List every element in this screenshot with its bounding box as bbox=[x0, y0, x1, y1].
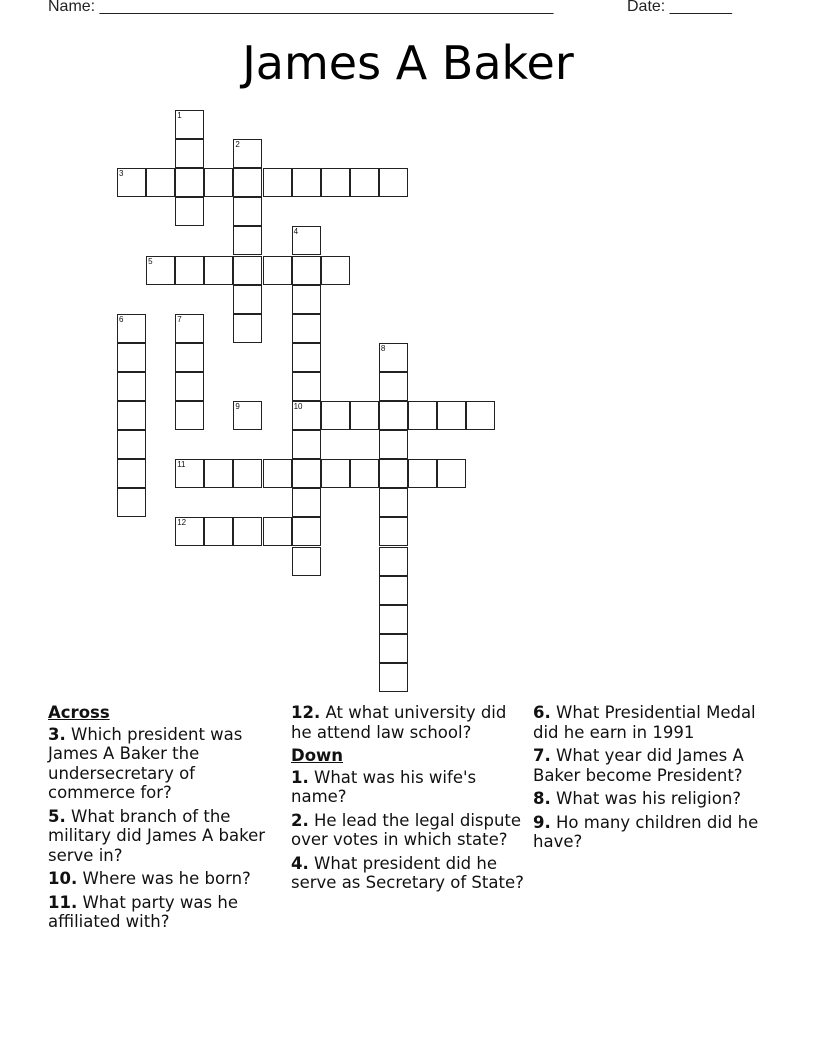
grid-cell[interactable] bbox=[233, 139, 262, 168]
grid-cell[interactable] bbox=[321, 168, 350, 197]
name-field-label: Name: ___________________________________________________ bbox=[48, 0, 554, 15]
grid-cell[interactable] bbox=[117, 372, 146, 401]
grid-cell[interactable] bbox=[408, 459, 437, 488]
clue-across-11: 11. What party was he affiliated with? bbox=[48, 892, 238, 931]
grid-cell[interactable] bbox=[379, 372, 408, 401]
clue-down-2: 2. He lead the legal dispute over votes in which state? bbox=[291, 810, 522, 849]
clue-number: 12 bbox=[177, 518, 187, 528]
across-heading: Across bbox=[48, 703, 110, 722]
grid-cell[interactable] bbox=[175, 401, 204, 430]
grid-cell[interactable] bbox=[204, 168, 233, 197]
grid-cell[interactable] bbox=[233, 517, 262, 546]
grid-cell[interactable] bbox=[175, 517, 204, 546]
page-title: James A Baker bbox=[242, 36, 574, 90]
grid-cell[interactable] bbox=[350, 168, 379, 197]
grid-cell[interactable] bbox=[117, 430, 146, 459]
clue-number: 5 bbox=[148, 256, 153, 266]
clue-column-3 bbox=[533, 703, 769, 856]
grid-cell[interactable] bbox=[292, 314, 321, 343]
grid-cell[interactable] bbox=[408, 401, 437, 430]
clue-down-4: 4. What president did he serve as Secretary of State? bbox=[291, 853, 524, 892]
grid-cell[interactable] bbox=[292, 343, 321, 372]
grid-cell[interactable] bbox=[379, 401, 408, 430]
grid-cell[interactable] bbox=[117, 488, 146, 517]
grid-cell[interactable] bbox=[233, 168, 262, 197]
grid-cell[interactable] bbox=[117, 168, 146, 197]
grid-cell[interactable] bbox=[379, 517, 408, 546]
grid-cell[interactable] bbox=[233, 197, 262, 226]
grid-cell[interactable] bbox=[146, 256, 175, 285]
grid-cell[interactable] bbox=[175, 256, 204, 285]
grid-cell[interactable] bbox=[263, 168, 292, 197]
grid-cell[interactable] bbox=[379, 663, 408, 692]
grid-cell[interactable] bbox=[379, 459, 408, 488]
clue-number: 2 bbox=[235, 140, 240, 150]
grid-cell[interactable] bbox=[175, 314, 204, 343]
clue-across-5: 5. What branch of the military did James A baker serve in? bbox=[48, 806, 266, 865]
clue-down-6: 6. What Presidential Medal did he earn in 1991 bbox=[533, 703, 756, 742]
grid-cell[interactable] bbox=[146, 168, 175, 197]
clue-down-9: 9. Ho many children did he have? bbox=[533, 812, 759, 851]
clue-number: 3 bbox=[119, 169, 124, 179]
clue-number: 9 bbox=[235, 402, 240, 411]
clue-across-12: 12. At what university did he attend law school? bbox=[291, 703, 507, 742]
grid-cell[interactable] bbox=[263, 459, 292, 488]
grid-cell[interactable] bbox=[117, 459, 146, 488]
grid-cell[interactable] bbox=[292, 226, 321, 255]
grid-cell[interactable] bbox=[175, 459, 204, 488]
grid-cell[interactable] bbox=[379, 488, 408, 517]
clue-number: 4 bbox=[293, 227, 299, 237]
grid-cell[interactable] bbox=[292, 547, 321, 576]
clue-number: 10 bbox=[293, 402, 303, 411]
grid-cell[interactable] bbox=[379, 168, 408, 197]
grid-cell[interactable] bbox=[204, 256, 233, 285]
grid-cell[interactable] bbox=[379, 576, 408, 605]
grid-cell[interactable] bbox=[379, 634, 408, 663]
grid-cell[interactable] bbox=[379, 547, 408, 576]
grid-cell[interactable] bbox=[117, 401, 146, 430]
grid-cell[interactable] bbox=[321, 401, 350, 430]
grid-cell[interactable] bbox=[117, 343, 146, 372]
grid-cell[interactable] bbox=[379, 430, 408, 459]
clue-column-1 bbox=[48, 703, 284, 936]
grid-cell[interactable] bbox=[292, 168, 321, 197]
clue-number: 11 bbox=[177, 460, 186, 470]
clue-across-3: 3. Which president was James A Baker the undersecretary of commerce for? bbox=[48, 724, 243, 802]
clue-number: 6 bbox=[119, 314, 124, 324]
clue-number: 1 bbox=[177, 111, 182, 120]
grid-cell[interactable] bbox=[233, 314, 262, 343]
grid-cell[interactable] bbox=[175, 168, 204, 197]
grid-cell[interactable] bbox=[466, 401, 495, 430]
grid-cell[interactable] bbox=[437, 459, 466, 488]
grid-cell[interactable] bbox=[292, 459, 321, 488]
grid-cell[interactable] bbox=[233, 459, 262, 488]
grid-cell[interactable] bbox=[175, 110, 204, 139]
grid-cell[interactable] bbox=[321, 459, 350, 488]
grid-cell[interactable] bbox=[379, 343, 408, 372]
grid-cell[interactable] bbox=[379, 605, 408, 634]
clue-across-10: 10. Where was he born? bbox=[48, 869, 251, 888]
grid-cell[interactable] bbox=[263, 517, 292, 546]
clue-column-2 bbox=[291, 703, 527, 897]
grid-cell[interactable] bbox=[350, 401, 379, 430]
grid-cell[interactable] bbox=[437, 401, 466, 430]
clue-number: 7 bbox=[177, 314, 182, 324]
grid-cell[interactable] bbox=[175, 139, 204, 168]
grid-cell[interactable] bbox=[292, 401, 321, 430]
grid-cell[interactable] bbox=[263, 256, 292, 285]
grid-cell[interactable] bbox=[292, 285, 321, 314]
grid-cell[interactable] bbox=[292, 517, 321, 546]
grid-cell[interactable] bbox=[233, 226, 262, 255]
grid-cell[interactable] bbox=[175, 197, 204, 226]
grid-cell[interactable] bbox=[175, 372, 204, 401]
grid-cell[interactable] bbox=[204, 517, 233, 546]
grid-cell[interactable] bbox=[175, 343, 204, 372]
grid-cell[interactable] bbox=[117, 314, 146, 343]
clue-number: 8 bbox=[380, 343, 386, 353]
grid-cell[interactable] bbox=[204, 459, 233, 488]
clue-down-7: 7. What year did James A Baker become President? bbox=[533, 746, 744, 785]
grid-cell[interactable] bbox=[292, 256, 321, 285]
grid-cell[interactable] bbox=[350, 459, 379, 488]
grid-cell[interactable] bbox=[321, 256, 350, 285]
grid-cell[interactable] bbox=[292, 488, 321, 517]
grid-cell[interactable] bbox=[292, 430, 321, 459]
date-field-label: Date: _______ bbox=[627, 0, 732, 15]
clue-down-8: 8. What was his religion? bbox=[533, 789, 742, 808]
down-heading: Down bbox=[291, 746, 344, 765]
grid-cell[interactable] bbox=[292, 372, 321, 401]
clue-down-1: 1. What was his wife's name? bbox=[291, 767, 477, 806]
grid-cell[interactable] bbox=[233, 401, 262, 430]
grid-cell[interactable] bbox=[233, 256, 262, 285]
grid-cell[interactable] bbox=[233, 285, 262, 314]
